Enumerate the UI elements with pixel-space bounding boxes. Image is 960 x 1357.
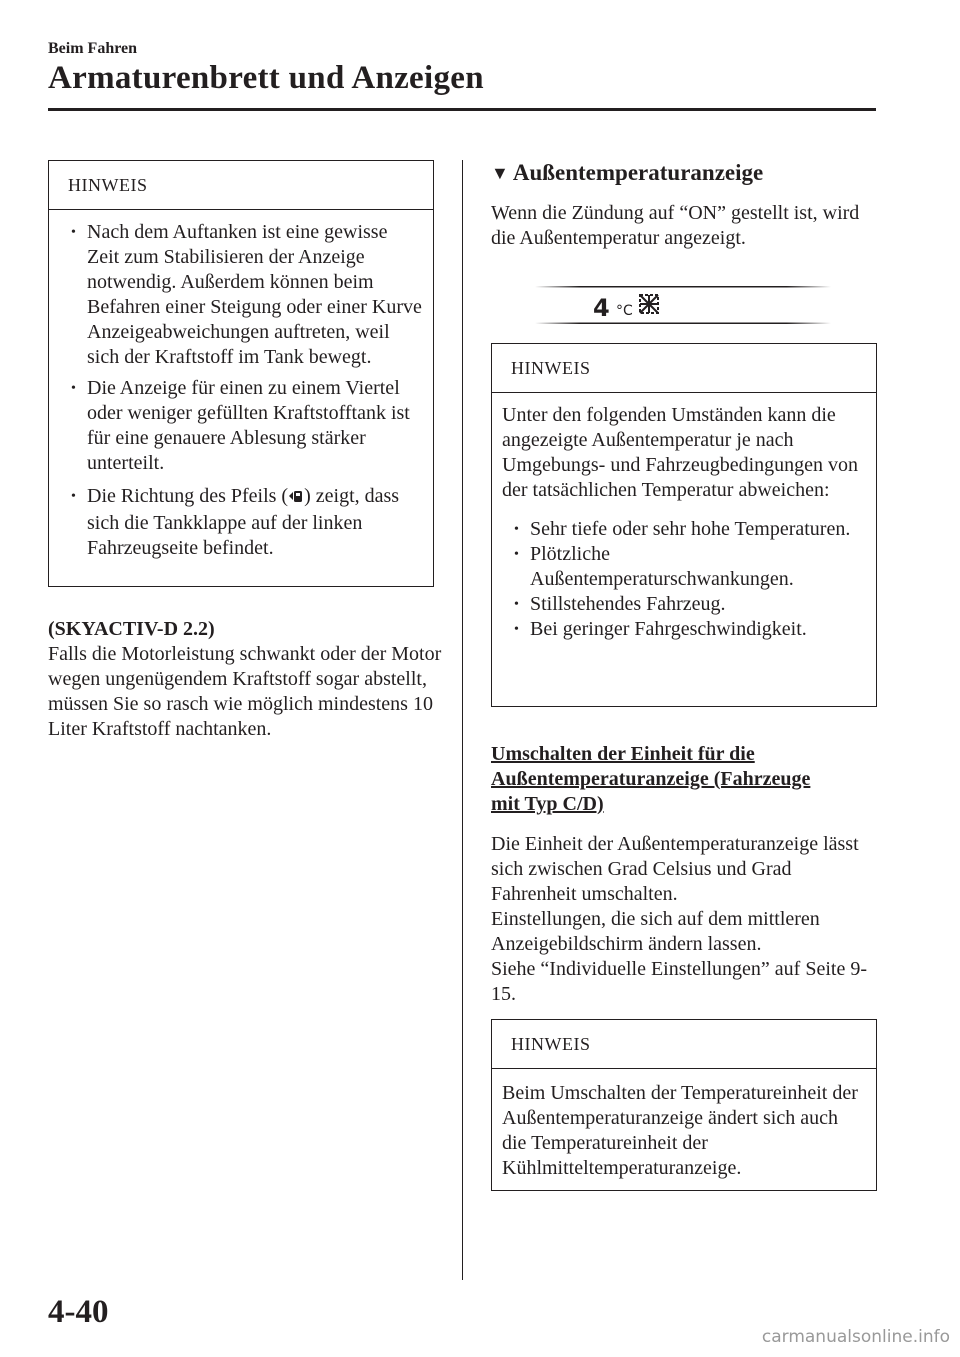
note-list <box>59 220 423 561</box>
watermark: carmanualsonline.info <box>761 1327 950 1347</box>
paragraph: Die Einheit der Außentemperaturanzeige lässt sich zwischen Grad Celsius und Grad Fahrenheit umschalten. Einstellungen, die sich auf dem mittleren Anzeigebildschirm ändern lassen. Siehe “Individuelle Einstellungen” auf Seite 9-15. <box>491 833 867 1005</box>
skyactiv-section <box>48 617 448 742</box>
title-rule <box>48 108 876 111</box>
paragraph: Falls die Motorleistung schwankt oder der Motor wegen ungenügendem Kraftstoff sogar abstellt, müssen Sie so rasch wie möglich mindestens 10 Liter Kraftstoff nachtanken. <box>48 643 442 740</box>
subsection-heading <box>491 742 871 817</box>
temperature-value: 4 <box>593 294 610 322</box>
note-body <box>49 210 433 577</box>
triangle-marker-icon: ▼ <box>491 162 509 183</box>
note-body <box>492 1069 876 1191</box>
subsection-heading-line: Außentemperaturanzeige (Fahrzeuge <box>491 768 811 790</box>
note-heading: HINWEIS <box>49 161 433 210</box>
list-item: • Plötzliche Außentemperaturschwankungen. <box>502 542 866 592</box>
page-number: 4-40 <box>48 1294 109 1330</box>
note-heading: HINWEIS <box>492 344 876 393</box>
list-item: • Stillstehendes Fahrzeug. <box>502 592 866 617</box>
list-item: • Nach dem Auftanken ist eine gewisse Zeit zum Stabilisieren der Anzeige notwendig. Außerdem können beim Befahren einer Steigung oder einer Kurve Anzeigeabweichungen auftreten, weil sich der Kraftstoff im Tank bewegt. <box>59 220 423 370</box>
snowflake-icon <box>640 295 658 313</box>
list-item <box>59 484 423 561</box>
section-label: Beim Fahren <box>48 40 138 57</box>
section-heading-text: Außentemperaturanzeige <box>512 160 764 185</box>
note-paragraph: Beim Umschalten der Temperatureinheit der Außentemperaturanzeige ändert sich auch die Temperatureinheit der Kühlmitteltemperaturanzeige. <box>502 1082 858 1179</box>
column-divider <box>462 160 463 1280</box>
list-item-text-before: Die Richtung des Pfeils ( <box>87 485 289 507</box>
section-subtitle: (SKYACTIV-D 2.2) <box>48 618 215 640</box>
list-item-text-after: ) zeigt, dass sich die Tankklappe auf der linken Fahrzeugseite befindet. <box>87 485 400 559</box>
fuel-door-arrow-icon <box>288 486 304 511</box>
note-list <box>502 517 866 642</box>
list-item: • Bei geringer Fahrgeschwindigkeit. <box>502 617 866 642</box>
list-item: • Die Anzeige für einen zu einem Viertel oder weniger gefüllten Kraftstofftank ist für eine genauere Ablesung stärker unterteilt. <box>59 376 423 476</box>
paragraph: Wenn die Zündung auf “ON” gestellt ist, wird die Außentemperatur angezeigt. <box>491 202 860 249</box>
temperature-unit: °C <box>616 303 633 319</box>
section-heading <box>491 160 763 186</box>
note-body <box>492 393 876 652</box>
temperature-display-graphic <box>535 284 831 326</box>
note-box-unit <box>491 1019 877 1191</box>
list-item: • Sehr tiefe oder sehr hohe Temperaturen. <box>502 517 866 542</box>
note-paragraph: Unter den folgenden Umständen kann die angezeigte Außentemperatur je nach Umgebungs- und Fahrzeugbedingungen von der tatsächlichen Temperatur abweichen: <box>502 404 859 501</box>
note-heading: HINWEIS <box>492 1020 876 1069</box>
page-title: Armaturenbrett und Anzeigen <box>48 60 484 96</box>
subsection-heading-line: Umschalten der Einheit für die <box>491 743 755 765</box>
note-box-temperature <box>491 343 877 707</box>
subsection-heading-line: mit Typ C/D) <box>491 793 604 815</box>
note-box-fuel <box>48 160 434 587</box>
